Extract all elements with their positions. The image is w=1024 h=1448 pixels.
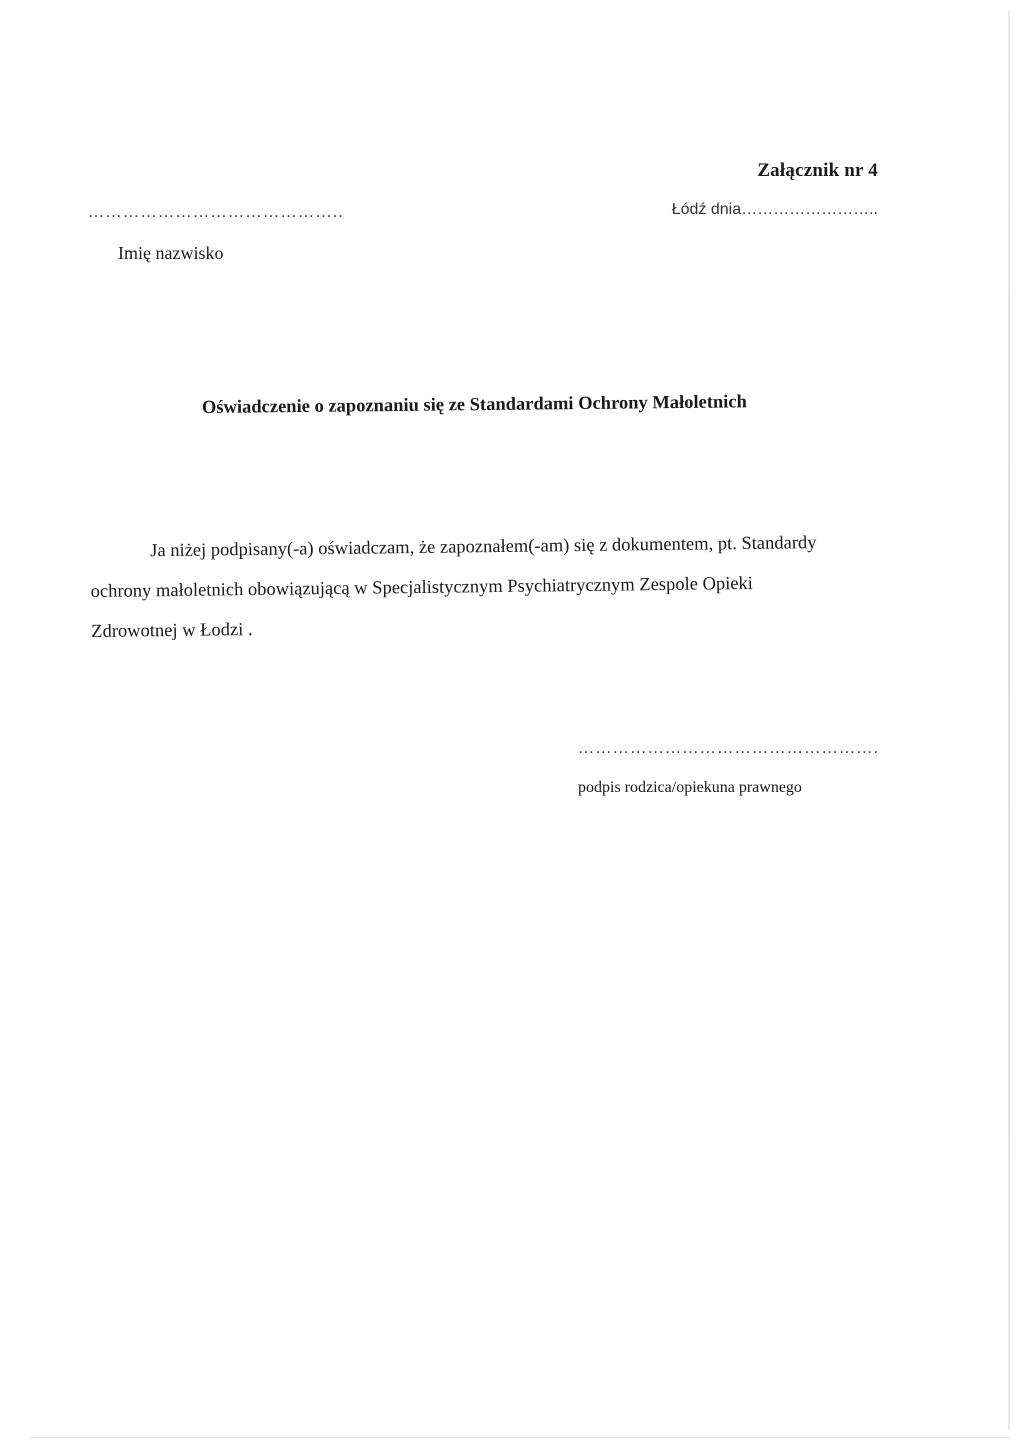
scan-edge-bottom [30,1437,1010,1438]
place-date-field: Łódź dnia…………………….. [671,201,878,218]
scan-edge-right [1008,10,1010,1430]
declaration-line: Zdrowotnej w Łodzi . [91,620,253,642]
document-title: Oświadczenie o zapoznaniu się ze Standardami Ochrony Małoletnich [201,392,747,418]
annex-number: Załącznik nr 4 [757,160,878,181]
signature-dotted-line: ……………………………………………. [578,740,880,757]
declaration-body [90,522,911,652]
name-label: Imię nazwisko [118,243,224,263]
signature-label: podpis rodzica/opiekuna prawnego [578,779,802,796]
declaration-line: ochrony małoletnich obowiązującą w Specjalistycznym Psychiatrycznym Zespole Opieki [90,573,754,602]
declaration-line: Ja niżej podpisany(-a) oświadczam, że zapoznałem(-am) się z dokumentem, pt. Standardy [150,533,817,562]
name-dotted-line: …………………………………….. [88,204,344,221]
